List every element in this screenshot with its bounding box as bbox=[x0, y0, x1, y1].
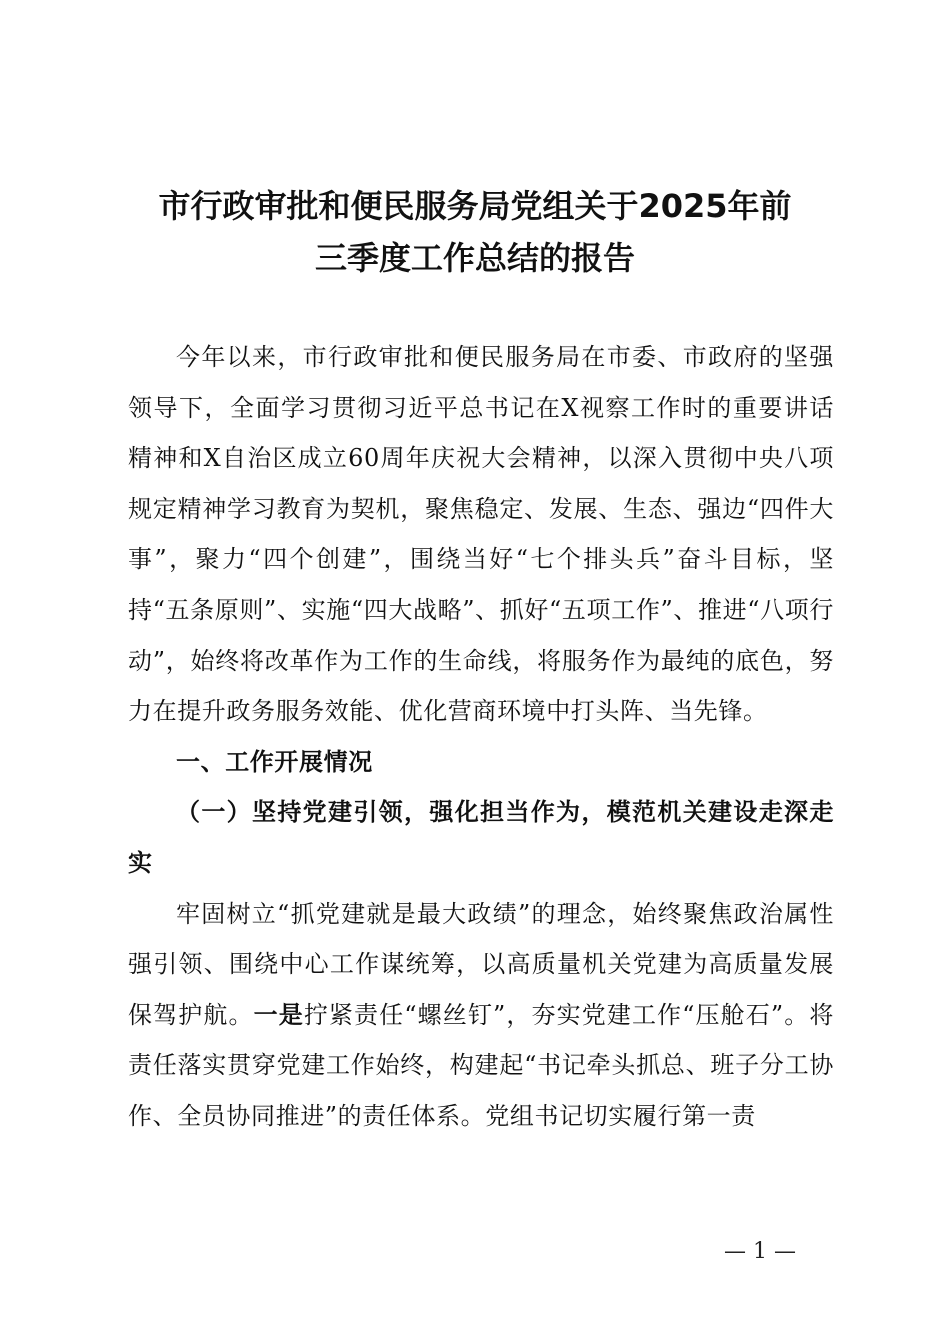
subsection-heading-1: （一）坚持党建引领，强化担当作为，模范机关建设走深走实 bbox=[128, 798, 834, 877]
title-line-2: 三季度工作总结的报告 bbox=[314, 239, 635, 277]
section-heading-1: 一、工作开展情况 bbox=[176, 747, 373, 776]
paragraph-2-part-2: 拧紧责任“螺丝钉”，夯实党建工作“压舱石”。将责任落实贯穿党建工作始终，构建起“书记牵头抓总、班子分工协作、全员协同推进”的责任体系。党组书记切实履行第一责 bbox=[128, 1000, 834, 1130]
intro-paragraph: 今年以来，市行政审批和便民服务局在市委、市政府的坚强领导下，全面学习贯彻习近平总书记在X视察工作时的重要讲话精神和X自治区成立60周年庆祝大会精神，以深入贯彻中央八项规定精神学习教育为契机，聚焦稳定、发展、生态、强边“四件大事”，聚力“四个创建”，围绕当好“七个排头兵”奋斗目标，坚持“五条原则”、实施“四大战略”、抓好“五项工作”、推进“八项行动”，始终将改革作为工作的生命线，将服务作为最纯的底色，努力在提升政务服务效能、优化营商环境中打头阵、当先锋。 bbox=[128, 343, 834, 726]
paragraph-2-bold-lead: 一是 bbox=[253, 1000, 304, 1029]
paragraph-2 bbox=[128, 889, 834, 1142]
title-line-1: 市行政审批和便民服务局党组关于2025年前 bbox=[158, 187, 792, 225]
document-title bbox=[100, 180, 850, 284]
page-number: — 1 — bbox=[724, 1239, 796, 1264]
paragraph-2-part-1: 牢固树立“抓党建就是最大政绩”的理念，始终聚焦政治属性强引领、围绕中心工作谋统筹，以高质量机关党建为高质量发展保驾护航。 bbox=[128, 899, 834, 1029]
document-body bbox=[128, 332, 834, 1142]
